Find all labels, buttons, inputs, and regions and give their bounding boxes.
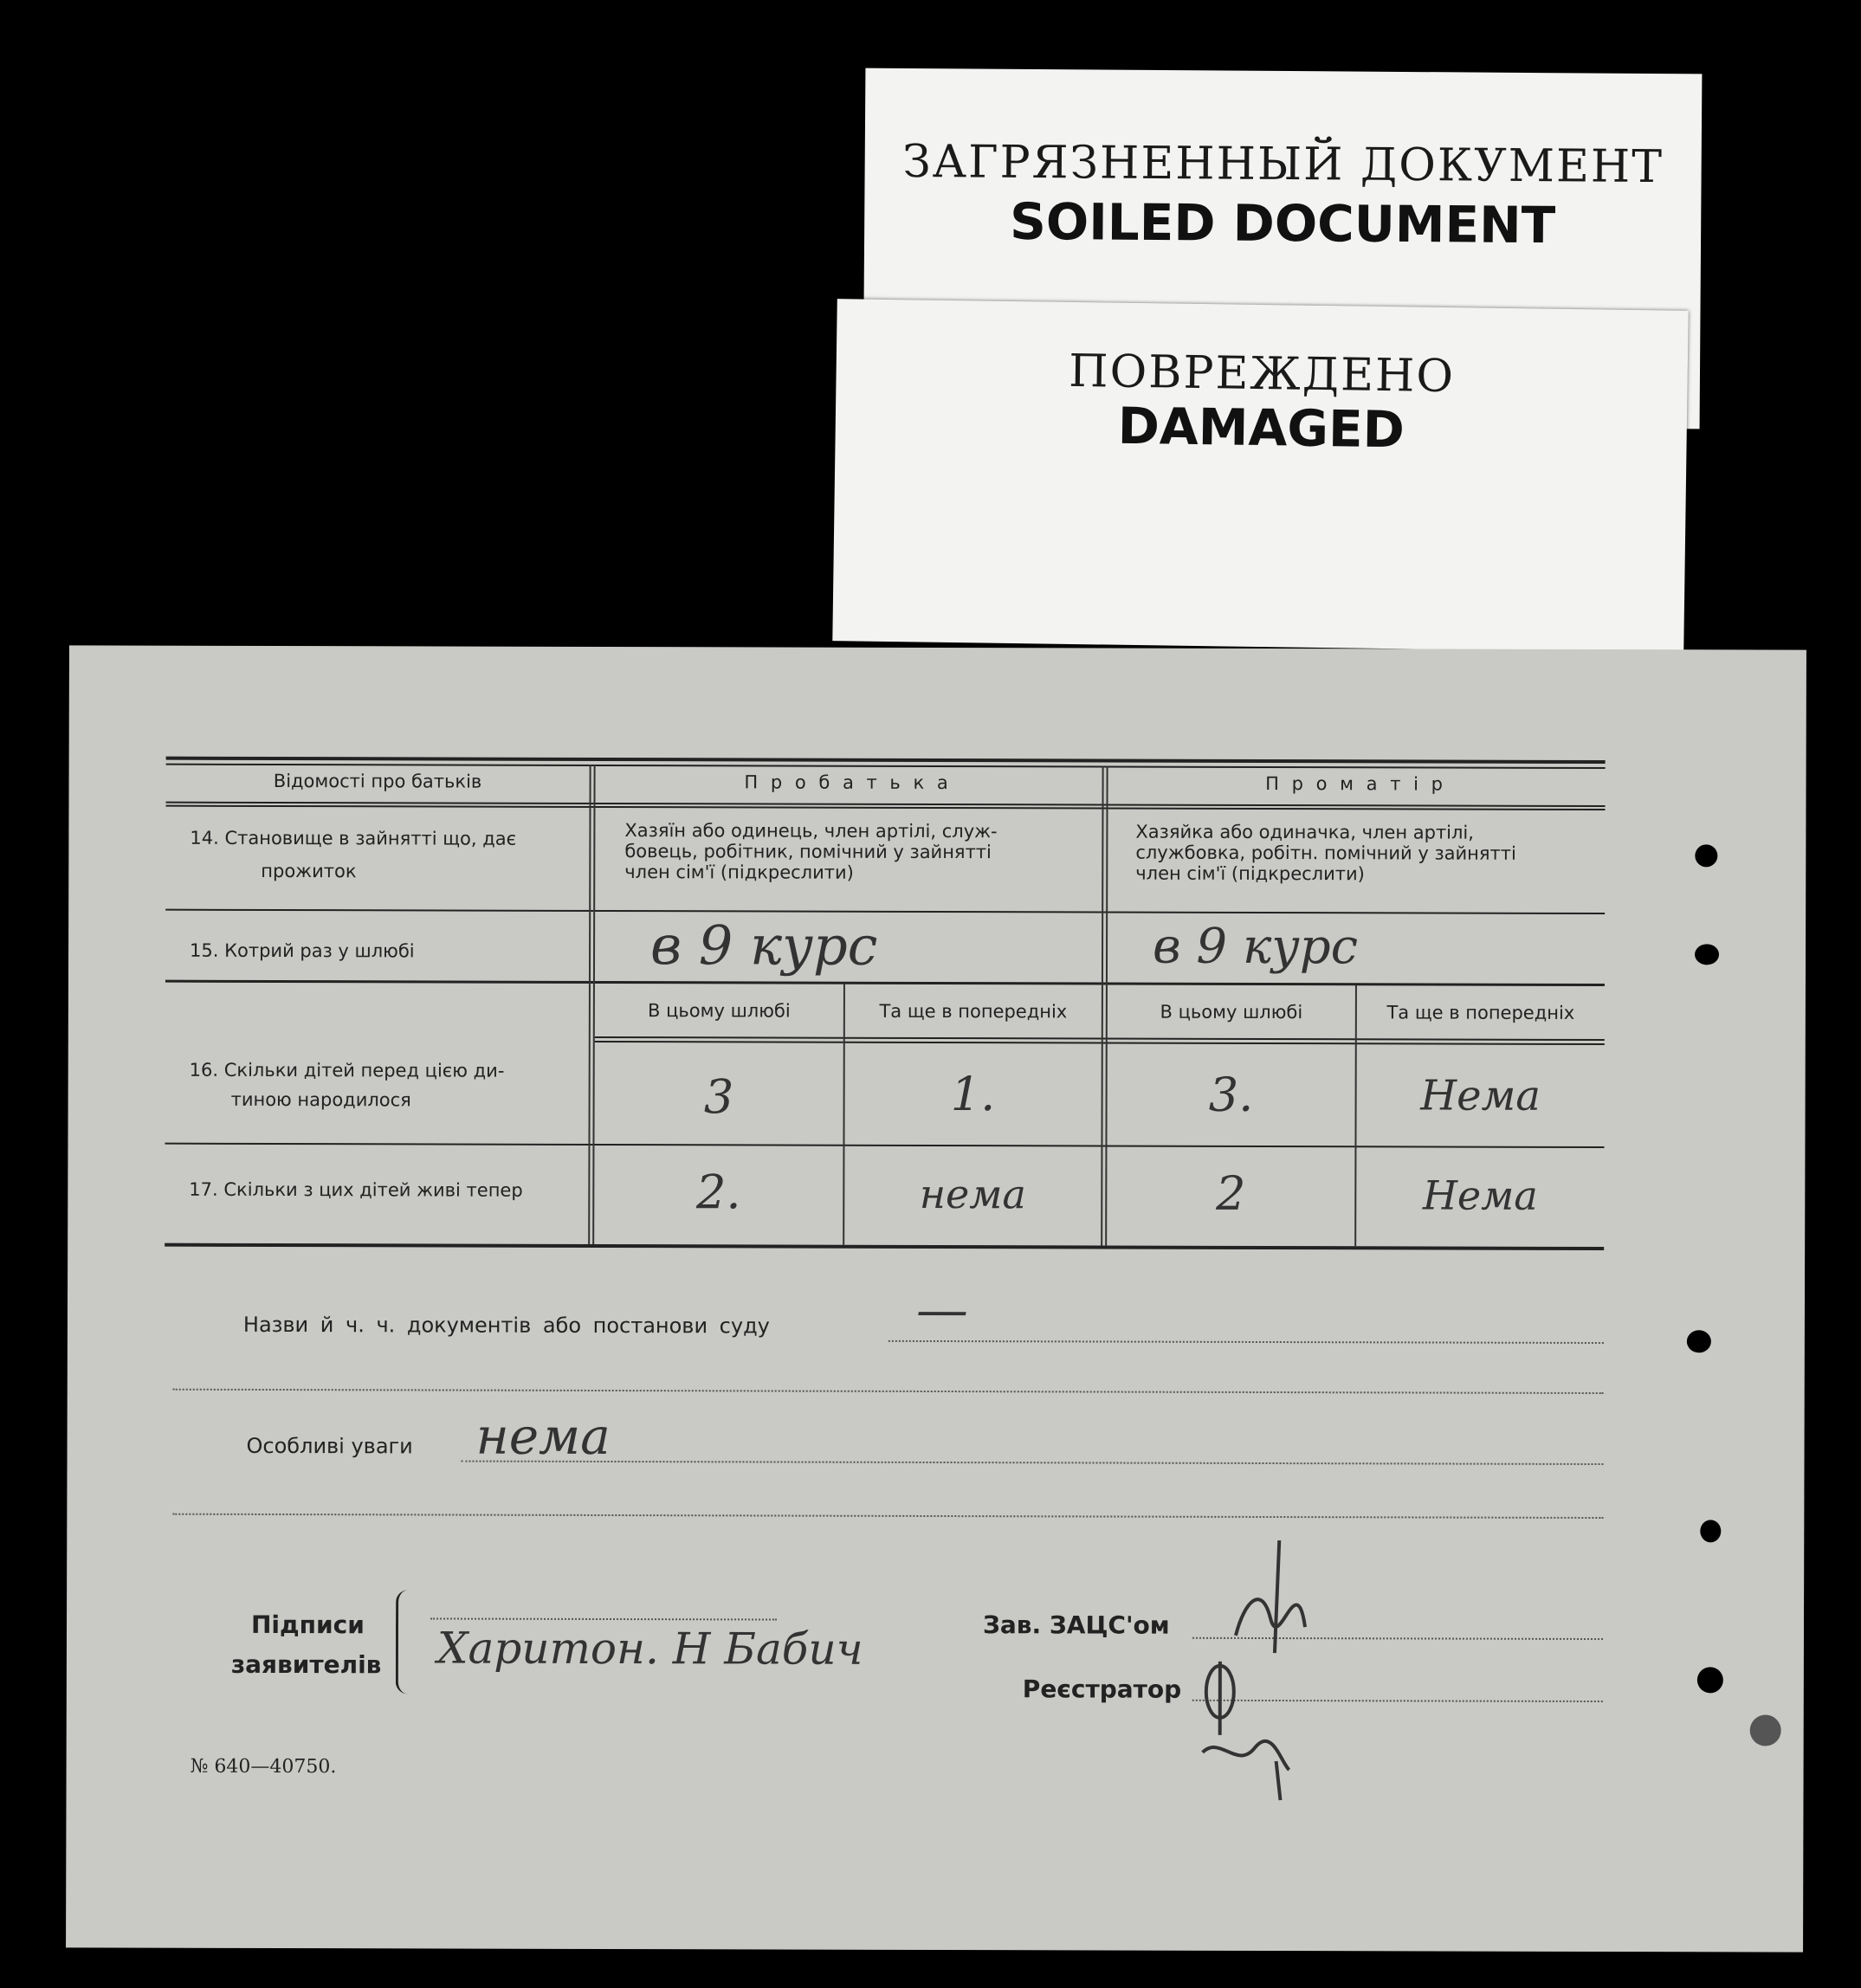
row16-label: 16. Скільки дітей перед цією ди- <box>189 1059 505 1081</box>
row17-father-this: 2. <box>695 1165 741 1220</box>
soiled-label-ru: ЗАГРЯЗНЕННЫЙ ДОКУМЕНТ <box>902 135 1664 194</box>
row14-mother-line3: член сім'ї (підкреслити) <box>1135 862 1365 885</box>
header-parents-info: Відомості про батьків <box>273 770 482 792</box>
binder-hole <box>1687 1330 1711 1352</box>
registrar-label: Реєстратор <box>1022 1675 1182 1704</box>
row14-label-2: прожиток <box>261 860 357 882</box>
binder-hole <box>1697 1667 1723 1693</box>
row14-mother-line1: Хазяйка або одиначка, член артілі, <box>1135 821 1475 843</box>
binder-hole <box>1695 944 1719 965</box>
damaged-label-ru: ПОВРЕЖДЕНО <box>1068 345 1456 403</box>
binder-hole <box>1750 1714 1781 1746</box>
row17-mother-this: 2 <box>1216 1165 1246 1221</box>
row15-father-value: в 9 курс <box>649 913 878 978</box>
binder-hole <box>1700 1520 1721 1542</box>
row14-label: 14. Становище в зайнятті що, дає <box>190 827 517 849</box>
documents-label: Назви й ч. ч. документів або постанови суду <box>242 1312 770 1339</box>
binder-hole <box>1695 844 1717 867</box>
row14-mother-line2: службовка, робітн. помічний у зайнятті <box>1135 842 1516 864</box>
row16-father-prev: 1. <box>950 1067 996 1122</box>
subheader-father-previous: Та ще в попередніх <box>879 1000 1068 1023</box>
registrar-signature <box>1193 1657 1297 1804</box>
damaged-label <box>832 299 1688 653</box>
notes-label: Особливі уваги <box>246 1433 413 1459</box>
row15-mother-value: в 9 курс <box>1152 918 1359 976</box>
soiled-label-en: SOILED DOCUMENT <box>1009 191 1556 255</box>
row17-mother-prev: Нема <box>1422 1172 1538 1219</box>
signatures-label-2: заявителів <box>230 1649 382 1680</box>
row17-label: 17. Скільки з цих дітей живі тепер <box>189 1178 523 1201</box>
row17-father-prev: нема <box>919 1170 1026 1218</box>
documents-value: — <box>915 1279 969 1341</box>
form-number: № 640—40750. <box>190 1755 337 1778</box>
head-zags-label: Зав. ЗАЦС'ом <box>982 1610 1170 1640</box>
damaged-label-en: DAMAGED <box>1117 396 1405 460</box>
parents-table <box>166 757 1606 1221</box>
row16-father-this: 3 <box>703 1069 734 1125</box>
registry-form <box>66 645 1806 1952</box>
row16-mother-prev: Нема <box>1420 1071 1541 1120</box>
signatures-label: Підписи <box>250 1610 365 1640</box>
row16-mother-this: 3. <box>1208 1067 1254 1122</box>
row14-father-line3: член сім'ї (підкреслити) <box>624 862 854 883</box>
row14-father-line1: Хазяїн або одинець, член артілі, служ- <box>624 820 998 842</box>
row15-label: 15. Котрий раз у шлюбі <box>190 939 415 962</box>
head-signature <box>1227 1532 1331 1662</box>
subheader-father-this-marriage: В цьому шлюбі <box>648 1000 791 1022</box>
subheader-mother-this-marriage: В цьому шлюбі <box>1160 1001 1303 1023</box>
applicants-signature: Харитон. Н Бабич <box>436 1623 863 1675</box>
header-mother: П р о м а т і р <box>1265 772 1446 795</box>
notes-value: нема <box>475 1406 611 1467</box>
row16-label-2: тиною народилося <box>230 1088 411 1111</box>
row14-father-line2: бовець, робітник, помічний у зайнятті <box>624 841 992 863</box>
header-father: П р о б а т ь к а <box>744 771 952 794</box>
subheader-mother-previous: Та ще в попередніх <box>1386 1002 1575 1023</box>
